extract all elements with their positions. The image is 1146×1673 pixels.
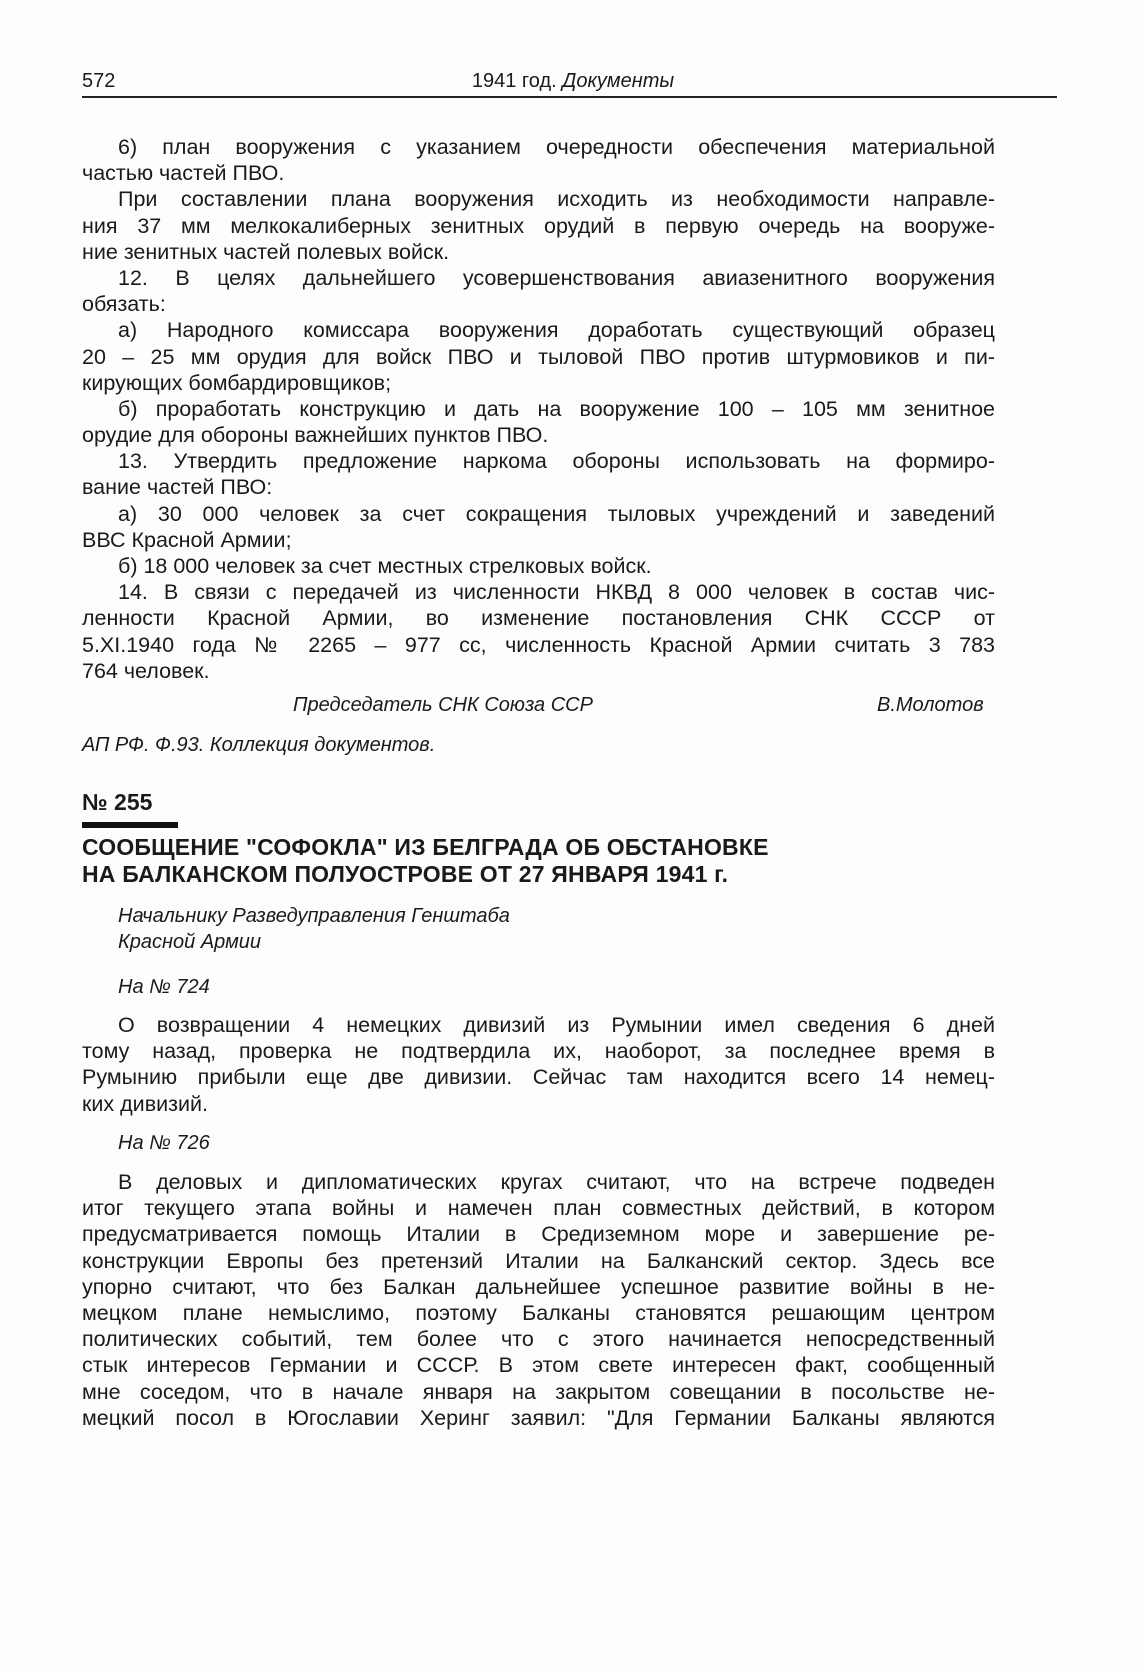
text-line: тому назад, проверка не подтвердила их, наоборот, за последнее время в — [82, 1039, 995, 1064]
paragraph — [82, 579, 995, 684]
running-header — [0, 70, 1146, 93]
text-line: мецком плане немыслимо, поэтому Балканы становятся решающим центром — [82, 1300, 995, 1325]
message-paragraph-2 — [82, 1169, 995, 1431]
text-line: предусматривается помощь Италии в Средиземном море и завершение ре- — [82, 1222, 995, 1247]
text-line: стык интересов Германии и СССР. В этом свете интересен факт, сообщенный — [82, 1353, 995, 1378]
text-line: ленности Красной Армии, во изменение постановления СНК СССР от — [82, 606, 995, 631]
paragraph — [82, 265, 995, 317]
running-header-year: 1941 год. — [471, 70, 557, 92]
reference-726: На № 726 — [118, 1132, 210, 1154]
running-header-section: Документы — [562, 70, 675, 92]
addressee-line-2: Красной Армии — [118, 931, 262, 953]
text-line: политических событий, тем более что с этого начинается непосредственный — [82, 1327, 995, 1352]
text-line: При составлении плана вооружения исходить из необходимости направле- — [118, 187, 995, 212]
paragraph — [82, 501, 995, 553]
text-line: 764 человек. — [82, 658, 210, 683]
text-line: а) 30 000 человек за счет сокращения тыловых учреждений и заведений — [118, 501, 995, 526]
text-line: В деловых и дипломатических кругах считают, что на встрече подведен — [118, 1170, 995, 1194]
text-line: упорно считают, что без Балкан дальнейшее успешное развитие войны в не- — [82, 1274, 995, 1299]
text-line: орудие для обороны важнейших пунктов ПВО. — [82, 423, 549, 448]
addressee-line-1: Начальнику Разведуправления Генштаба — [118, 905, 510, 927]
text-line: кирующих бомбардировщиков; — [82, 370, 392, 395]
document-number-bar — [82, 822, 178, 828]
header-rule — [82, 96, 1057, 98]
text-line: ВВС Красной Армии; — [82, 527, 292, 552]
text-line: б) проработать конструкцию и дать на вооружение 100 – 105 мм зенитное — [118, 396, 995, 421]
text-line: ких дивизий. — [82, 1091, 208, 1116]
text-line: конструкции Европы без претензий Италии на Балканский сектор. Здесь все — [82, 1248, 995, 1273]
paragraph — [82, 186, 995, 265]
page-number: 572 — [82, 70, 116, 92]
document-headline-line-1: СООБЩЕНИЕ "СОФОКЛА" ИЗ БЕЛГРАДА ОБ ОБСТАНОВКЕ — [82, 834, 769, 860]
text-line: 14. В связи с передачей из численности НКВД 8 000 человек в состав чис- — [118, 580, 995, 605]
paragraph — [82, 553, 995, 579]
reference-724: На № 724 — [118, 976, 210, 998]
text-line: 20 – 25 мм орудия для войск ПВО и тыловой ПВО против штурмовиков и пи- — [82, 344, 995, 369]
text-line: мецкий посол в Югославии Херинг заявил: "Для Германии Балканы являются — [82, 1405, 995, 1430]
signature-position: Председатель СНК Союза ССР — [293, 694, 593, 716]
text-line: частью частей ПВО. — [82, 161, 285, 186]
text-line: О возвращении 4 немецких дивизий из Румынии имел сведения 6 дней — [118, 1013, 995, 1037]
archive-source: АП РФ. Ф.93. Коллекция документов. — [82, 734, 436, 756]
document-number: № 255 — [82, 789, 153, 815]
document-headline-line-2: НА БАЛКАНСКОМ ПОЛУОСТРОВЕ ОТ 27 ЯНВАРЯ 1941 г. — [82, 861, 729, 887]
text-line: 5.XI.1940 года № 2265 – 977 сс, численность Красной Армии считать 3 783 — [82, 632, 995, 657]
text-line: обязать: — [82, 292, 166, 317]
text-line: вание частей ПВО: — [82, 475, 273, 500]
text-line: б) 18 000 человек за счет местных стрелковых войск. — [118, 554, 652, 578]
paragraph — [82, 317, 995, 396]
text-line: ние зенитных частей полевых войск. — [82, 239, 450, 264]
text-line: а) Народного комиссара вооружения доработать существующий образец — [118, 318, 995, 343]
text-line: мне соседом, что в начале января на закрытом совещании в посольстве не- — [82, 1379, 995, 1404]
text-line: ния 37 мм мелкокалиберных зенитных орудий в первую очередь на вооруже- — [82, 213, 995, 238]
paragraph — [82, 396, 995, 448]
paragraph — [82, 448, 995, 500]
text-line: Румынию прибыли еще две дивизии. Сейчас там находится всего 14 немец- — [82, 1065, 995, 1090]
message-paragraph-1 — [82, 1012, 995, 1117]
signature-name: В.Молотов — [877, 694, 984, 716]
text-line: 12. В целях дальнейшего усовершенствования авиазенитного вооружения — [118, 265, 995, 290]
decree-text — [82, 134, 995, 684]
text-line: 13. Утвердить предложение наркома обороны использовать на формиро- — [118, 449, 995, 474]
text-line: 6) план вооружения с указанием очередности обеспечения материальной — [118, 135, 995, 159]
paragraph — [82, 134, 995, 186]
text-line: итог текущего этапа войны и намечен план совместных действий, в котором — [82, 1196, 995, 1221]
